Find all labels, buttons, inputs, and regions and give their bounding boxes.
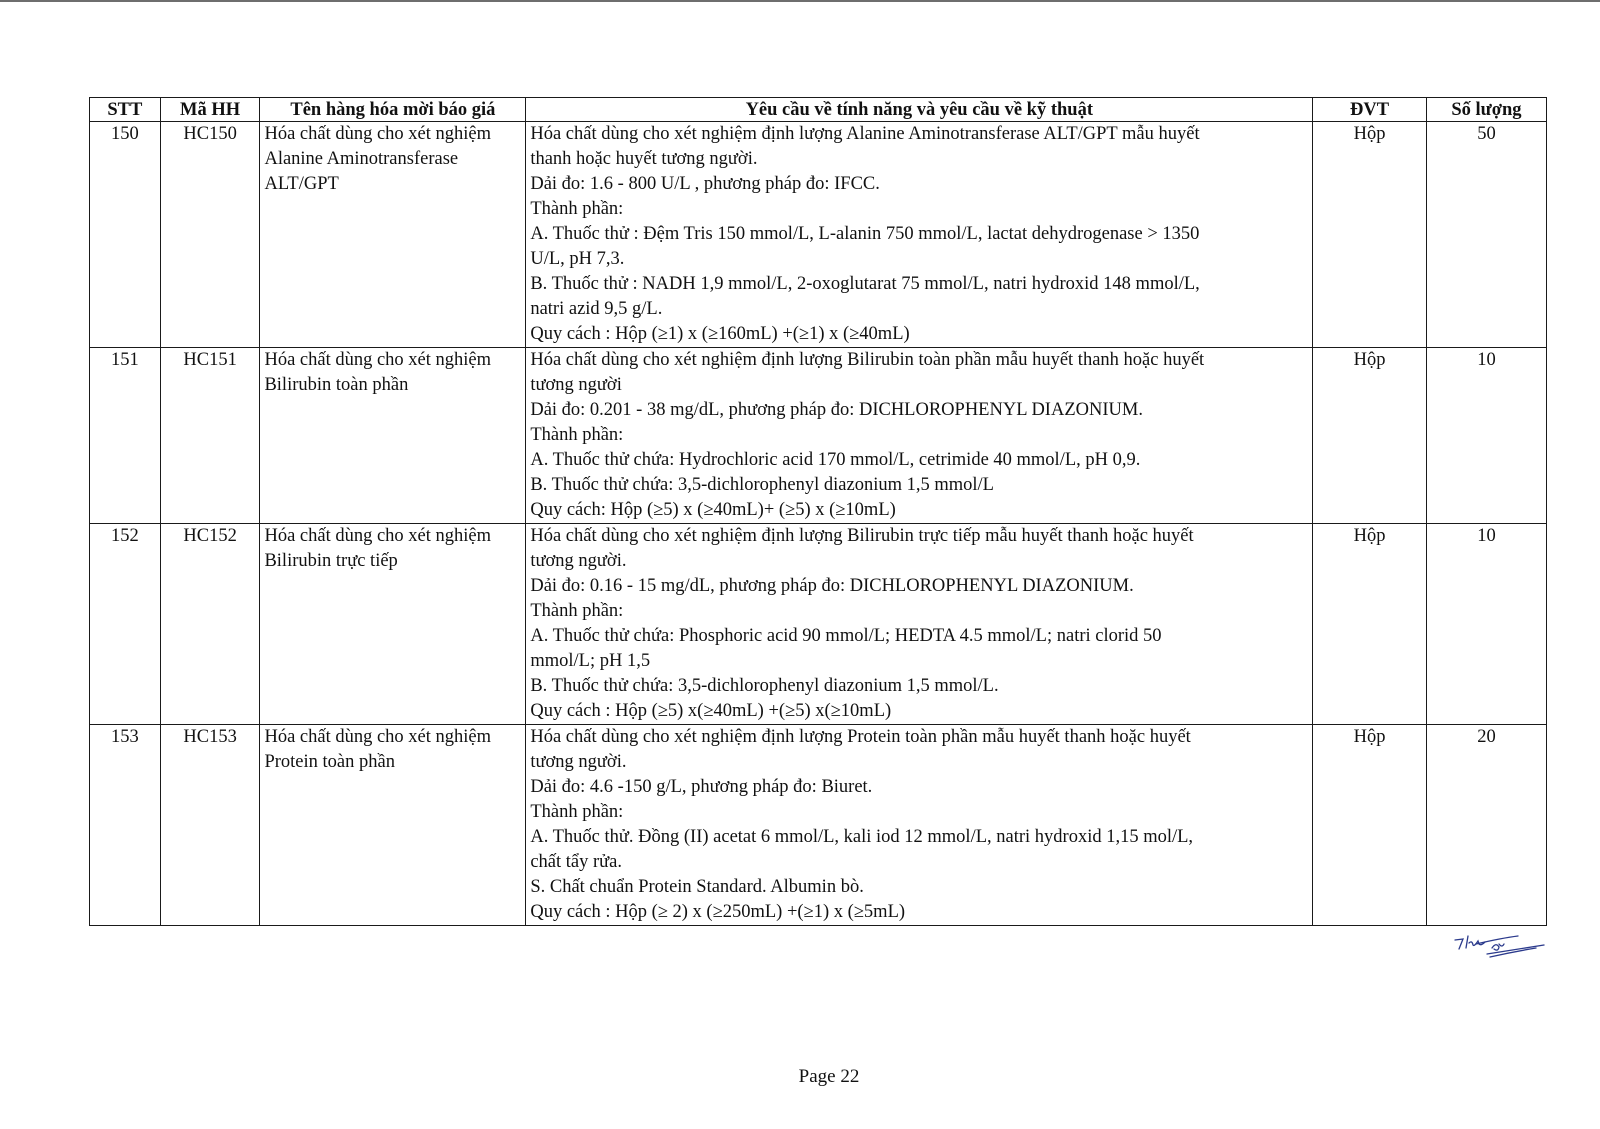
- goods-spec-table: [89, 97, 1547, 926]
- cell-name: [260, 725, 526, 926]
- requirement-line: Quy cách : Hộp (≥5) x(≥40mL) +(≥5) x(≥10mL): [530, 701, 892, 721]
- cell-unit: Hộp: [1313, 524, 1427, 725]
- requirement-line: Hóa chất dùng cho xét nghiệm định lượng Bilirubin toàn phần mẫu huyết thanh hoặc huyết: [530, 350, 1205, 370]
- header-code: Mã HH: [160, 98, 260, 122]
- requirement-line: natri azid 9,5 g/L.: [530, 299, 663, 319]
- requirement-line: Thành phần:: [530, 802, 624, 822]
- name-line: Protein toàn phần: [264, 752, 395, 772]
- name-line: Bilirubin toàn phần: [264, 375, 409, 395]
- requirement-line: Thành phần:: [530, 601, 624, 621]
- cell-unit: Hộp: [1313, 122, 1427, 348]
- requirement-line: A. Thuốc thử chứa: Hydrochloric acid 170 mmol/L, cetrimide 40 mmol/L, pH 0,9.: [530, 450, 1141, 470]
- cell-stt: 150: [90, 122, 161, 348]
- handwritten-signature-icon: [1452, 932, 1552, 973]
- cell-requirements: [526, 122, 1313, 348]
- requirement-line: tương người: [530, 375, 622, 395]
- requirement-line: S. Chất chuẩn Protein Standard. Albumin bò.: [530, 877, 864, 897]
- page-number: Page 22: [798, 1066, 860, 1087]
- name-line: Hóa chất dùng cho xét nghiệm: [264, 350, 492, 370]
- requirement-line: chất tẩy rửa.: [530, 852, 623, 872]
- requirement-line: Quy cách : Hộp (≥ 2) x (≥250mL) +(≥1) x (≥5mL): [530, 902, 906, 922]
- requirement-line: A. Thuốc thử : Đệm Tris 150 mmol/L, L-alanin 750 mmol/L, lactat dehydrogenase > 1350: [530, 224, 1200, 244]
- cell-unit: Hộp: [1313, 725, 1427, 926]
- name-line: ALT/GPT: [264, 174, 339, 194]
- requirement-line: Thành phần:: [530, 425, 624, 445]
- cell-name: [260, 122, 526, 348]
- cell-name: [260, 348, 526, 524]
- requirement-line: Hóa chất dùng cho xét nghiệm định lượng Protein toàn phần mẫu huyết thanh hoặc huyết: [530, 727, 1191, 747]
- cell-quantity: 50: [1426, 122, 1546, 348]
- header-name: Tên hàng hóa mời báo giá: [260, 98, 526, 122]
- requirement-line: A. Thuốc thử chứa: Phosphoric acid 90 mmol/L; HEDTA 4.5 mmol/L; natri clorid 50: [530, 626, 1162, 646]
- requirement-line: B. Thuốc thử : NADH 1,9 mmol/L, 2-oxoglutarat 75 mmol/L, natri hydroxid 148 mmol/L,: [530, 274, 1200, 294]
- cell-stt: 153: [90, 725, 161, 926]
- requirement-line: Dải đo: 1.6 - 800 U/L , phương pháp đo: IFCC.: [530, 174, 880, 194]
- requirement-line: Dải đo: 0.201 - 38 mg/dL, phương pháp đo: DICHLOROPHENYL DIAZONIUM.: [530, 400, 1143, 420]
- requirement-line: mmol/L; pH 1,5: [530, 651, 651, 671]
- header-quantity: Số lượng: [1426, 98, 1546, 122]
- name-line: Bilirubin trực tiếp: [264, 551, 398, 571]
- cell-name: [260, 524, 526, 725]
- requirement-line: tương người.: [530, 551, 627, 571]
- cell-quantity: 10: [1426, 348, 1546, 524]
- requirement-line: U/L, pH 7,3.: [530, 249, 625, 269]
- table-row: [90, 122, 1547, 348]
- cell-requirements: [526, 524, 1313, 725]
- header-requirements: Yêu cầu về tính năng và yêu cầu về kỹ thuật: [526, 98, 1313, 122]
- cell-quantity: 20: [1426, 725, 1546, 926]
- table-body: [90, 122, 1547, 926]
- top-border-line: [0, 0, 1600, 2]
- requirement-line: Dải đo: 0.16 - 15 mg/dL, phương pháp đo: DICHLOROPHENYL DIAZONIUM.: [530, 576, 1134, 596]
- cell-stt: 151: [90, 348, 161, 524]
- table-header-row: [90, 98, 1547, 122]
- requirement-line: Quy cách: Hộp (≥5) x (≥40mL)+ (≥5) x (≥10mL): [530, 500, 896, 520]
- cell-stt: 152: [90, 524, 161, 725]
- table-row: [90, 348, 1547, 524]
- cell-code: HC153: [160, 725, 260, 926]
- cell-code: HC150: [160, 122, 260, 348]
- table-row: [90, 725, 1547, 926]
- requirement-line: thanh hoặc huyết tương người.: [530, 149, 758, 169]
- requirement-line: A. Thuốc thử. Đồng (II) acetat 6 mmol/L, kali iod 12 mmol/L, natri hydroxid 1,15 mol/L,: [530, 827, 1194, 847]
- requirement-line: Quy cách : Hộp (≥1) x (≥160mL) +(≥1) x (≥40mL): [530, 324, 910, 344]
- requirement-line: Hóa chất dùng cho xét nghiệm định lượng Bilirubin trực tiếp mẫu huyết thanh hoặc huyết: [530, 526, 1194, 546]
- table-row: [90, 524, 1547, 725]
- cell-requirements: [526, 725, 1313, 926]
- name-line: Alanine Aminotransferase: [264, 149, 459, 169]
- requirement-line: tương người.: [530, 752, 627, 772]
- header-stt: STT: [90, 98, 161, 122]
- requirement-line: Dải đo: 4.6 -150 g/L, phương pháp đo: Biuret.: [530, 777, 873, 797]
- requirement-line: Thành phần:: [530, 199, 624, 219]
- cell-quantity: 10: [1426, 524, 1546, 725]
- name-line: Hóa chất dùng cho xét nghiệm: [264, 526, 492, 546]
- name-line: Hóa chất dùng cho xét nghiệm: [264, 124, 492, 144]
- cell-code: HC151: [160, 348, 260, 524]
- header-unit: ĐVT: [1313, 98, 1427, 122]
- requirement-line: Hóa chất dùng cho xét nghiệm định lượng Alanine Aminotransferase ALT/GPT mẫu huyết: [530, 124, 1200, 144]
- cell-requirements: [526, 348, 1313, 524]
- requirement-line: B. Thuốc thử chứa: 3,5-dichlorophenyl diazonium 1,5 mmol/L: [530, 475, 994, 495]
- name-line: Hóa chất dùng cho xét nghiệm: [264, 727, 492, 747]
- signature-svg: [1452, 932, 1552, 968]
- cell-unit: Hộp: [1313, 348, 1427, 524]
- cell-code: HC152: [160, 524, 260, 725]
- requirement-line: B. Thuốc thử chứa: 3,5-dichlorophenyl diazonium 1,5 mmol/L.: [530, 676, 999, 696]
